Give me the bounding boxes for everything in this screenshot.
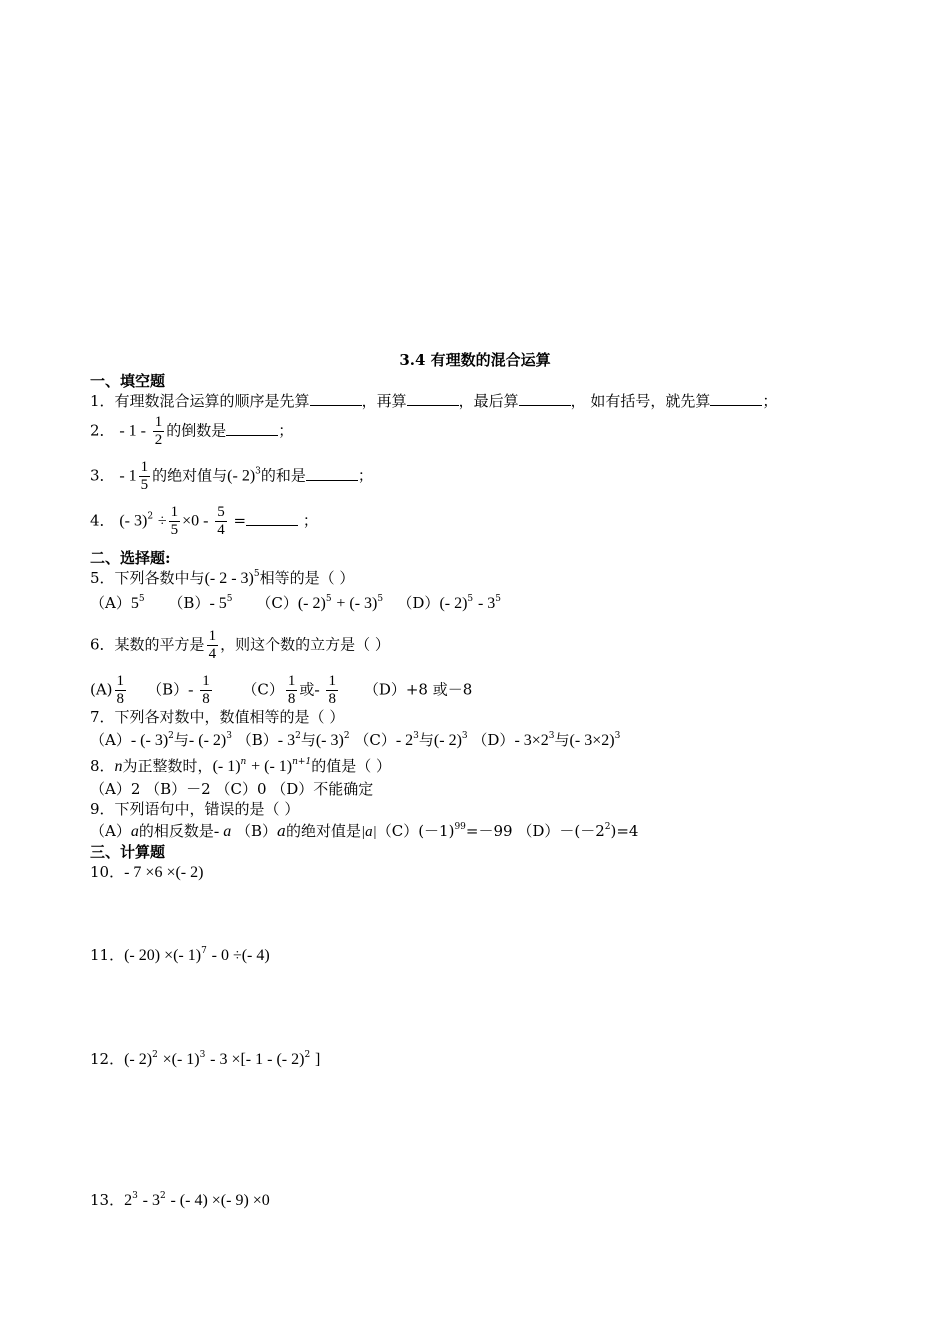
option-d[interactable]: （D）+8 或－8 [363,680,473,699]
fraction [153,414,165,449]
question-6 [90,628,390,663]
fraction [286,673,298,708]
math-expr: (- 20) ×(- 1) [124,947,202,964]
numerator: 1 [170,504,179,520]
fraction [215,504,227,539]
variable-a: a [277,822,286,840]
q-text: ； [762,392,778,410]
q-number: 1． [90,392,115,410]
question-13 [90,1190,270,1211]
q-text: 有理数混合运算的顺序是先算 [114,392,310,410]
numerator: 1 [140,459,149,475]
numerator: 5 [217,504,225,520]
math-expr: 5 [130,595,139,612]
q-text: 与 [300,731,316,749]
fraction [207,628,219,663]
math-expr: |a| [360,824,377,840]
q-text: 某数的平方是 [114,635,205,654]
question-12 [90,1049,320,1070]
answer-blank[interactable] [519,391,571,406]
q-text: ，再算 [361,392,407,410]
math-expr: (- 2) [124,1051,153,1068]
q-text: 的倒数是 [166,421,227,440]
q-text: 下列各数中与 [114,569,205,587]
exponent: 5 [325,594,332,604]
denominator: 4 [217,522,225,538]
q-text: ，最后算 [458,392,519,410]
variable-n: n [114,758,123,775]
q-number: 12． [90,1050,125,1068]
math-expr: - 7 ×6 ×(- 2) [124,864,204,881]
question-2 [90,414,293,449]
exponent: 2 [604,822,611,832]
q-text: ； [302,511,318,530]
q-text: 与 [418,731,434,749]
exponent: 3 [548,731,555,741]
exponent: 2 [152,1050,158,1060]
answer-blank[interactable] [407,391,459,406]
exponent: 3 [461,731,468,741]
denominator: 8 [328,691,336,707]
option-b[interactable]: （B） [147,680,189,699]
math-expr: - 3 ×[- 1 - (- 2) [210,1051,305,1068]
answer-blank[interactable] [226,421,278,436]
math-expr: - (- 3) [130,732,169,749]
exponent: 2 [147,511,154,522]
section-multiple-choice: 二、选择题: [90,549,171,567]
fraction [139,459,151,494]
answer-blank[interactable] [246,511,298,526]
q-text: ， 如有括号，就先算 [570,392,711,410]
question-5 [90,568,354,589]
numerator: 1 [154,414,163,430]
exponent: 5 [138,594,145,604]
exponent: 2 [304,1050,311,1060]
math-expr: - (- 2) [188,732,227,749]
question-7-options [90,730,620,751]
answer-blank[interactable] [306,466,358,481]
q-number: 11． [90,946,125,964]
exponent: 2 [343,731,350,741]
section-fill-in: 一、填空题 [90,372,166,390]
q-text: 与 [554,731,570,749]
variable-a: a [130,823,139,840]
denominator: 8 [202,691,210,707]
q-number: 2． [90,421,115,440]
exponent: 5 [495,594,501,604]
question-8-options[interactable]: （A）2 （B）－2 （C）0 （D）不能确定 [90,780,374,798]
q-text: 的绝对值与 [152,466,228,485]
question-8 [90,756,391,777]
equals-sign: = [233,511,247,530]
q-text: ； [357,466,373,485]
math-expr: ] [314,1051,321,1068]
exponent: 5 [377,594,384,604]
page-title: 3.4 有理数的混合运算 [399,351,551,369]
math-expr: - 1 [119,467,137,485]
exponent: 3 [199,1050,206,1060]
exponent: 7 [201,946,207,956]
math-expr: (- 2 - 3) [204,570,254,587]
denominator: 4 [208,646,217,662]
question-5-options [90,593,501,614]
denominator: 8 [287,691,296,707]
question-9 [90,799,299,819]
denominator: 5 [140,477,149,493]
q-text: 的值是（ ） [311,757,391,775]
divide-sign: ÷ [157,512,167,530]
option-d[interactable]: （D） [472,731,515,749]
question-1 [90,391,777,411]
math-expr: (- 3) [119,512,148,530]
option-d[interactable]: （D）－(－2 [517,822,605,840]
question-6-options [90,673,472,708]
numerator: 1 [287,673,296,689]
q-number: 5． [90,569,115,587]
math-expr: - 0 ÷(- 4) [211,947,270,964]
math-expr: - 5 [209,595,227,612]
q-text: ，则这个数的立方是（ ） [220,635,390,654]
question-9-options [90,821,638,842]
numerator: 1 [208,628,217,644]
denominator: 8 [116,691,125,707]
math-expr: - 2 [395,732,414,749]
q-number: 8． [90,757,115,775]
minus-sign: - [314,681,320,699]
math-expr: - 3 [477,595,496,612]
q-text: ； [278,421,294,440]
q-text: 下列各对数中，数值相等的是（ ） [114,708,345,726]
q-number: 4． [90,511,115,530]
fraction [326,673,338,708]
math-expr: 2 [124,1192,133,1209]
section-calculation: 三、计算题 [90,843,166,861]
denominator: 2 [154,432,163,448]
q-text: =－99 [465,822,513,840]
math-expr: ×(- 1) [162,1051,200,1068]
q-text: 的绝对值是 [285,822,361,840]
q-text: 或 [299,680,315,699]
question-4 [90,504,318,539]
math-expr: - 3 [142,1192,160,1209]
math-expr: (- 1) [212,758,241,775]
denominator: 5 [170,522,179,538]
fraction [200,673,212,708]
option-b[interactable]: （B） [236,731,278,749]
q-number: 9． [90,800,115,818]
option-a[interactable]: （A） [90,731,131,749]
answer-blank[interactable] [310,391,362,406]
option-b[interactable]: （B） [168,594,210,612]
exponent: 5 [253,569,260,579]
numerator: 1 [202,673,210,689]
option-a[interactable]: （A） [90,822,131,840]
q-number: 3． [90,466,115,485]
option-c[interactable]: （C） [256,594,298,612]
q-text: 下列语句中，错误的是（ ） [114,800,300,818]
option-b[interactable]: （B） [235,822,277,840]
q-number: 10． [90,863,125,881]
question-11 [90,945,270,966]
math-expr: (- 2) [439,595,468,612]
q-text: 的和是 [260,466,306,485]
fraction [115,673,127,708]
q-text: 的相反数是 [138,822,214,840]
exponent: 3 [413,731,419,741]
numerator: 1 [116,673,125,689]
q-number: 13． [90,1191,125,1209]
question-3 [90,459,373,494]
q-text: 为正整数时， [122,757,213,775]
option-a[interactable]: (A) [90,680,113,699]
math-expr: - 1 - [119,422,146,440]
exponent: 2 [159,1191,166,1201]
math-expr: (- 3) [315,732,344,749]
math-expr: (- 2) [433,732,462,749]
math-expr: ×0 - [182,512,209,530]
answer-blank[interactable] [710,391,762,406]
exponent: n [240,757,247,767]
exponent: 2 [295,731,301,741]
exponent: 3 [255,466,261,477]
math-expr: - a [213,823,232,840]
exponent: 3 [132,1191,138,1201]
option-c[interactable]: （C）(－1) [376,822,455,840]
fraction [169,504,181,539]
math-expr: - 3 [277,732,296,749]
question-10 [90,862,203,883]
option-c[interactable]: （C） [354,731,396,749]
question-7 [90,707,344,727]
math-expr: - 3×2 [514,732,549,749]
exponent: 2 [168,731,174,741]
math-expr: + (- 3) [336,595,378,612]
exponent: 3 [614,731,621,741]
exponent: 99 [454,822,466,832]
option-d[interactable]: （D） [397,594,440,612]
q-text: )=4 [610,822,639,840]
q-number: 6． [90,635,115,654]
exponent: 5 [226,594,233,604]
math-expr: + (- 1) [251,758,293,775]
exponent: n+1 [292,757,312,767]
math-expr: - (- 4) ×(- 9) ×0 [170,1192,270,1209]
exponent: 5 [467,594,474,604]
option-c[interactable]: （C） [242,680,284,699]
q-text: 相等的是（ ） [259,569,355,587]
exponent: 3 [226,731,232,741]
numerator: 1 [328,673,336,689]
math-expr: (- 3×2) [569,732,615,749]
q-number: 7． [90,708,115,726]
math-expr: (- 2) [227,467,256,485]
minus-sign: - [188,681,194,699]
q-text: 与 [173,731,189,749]
option-a[interactable]: （A） [90,594,131,612]
math-expr: (- 2) [297,595,326,612]
